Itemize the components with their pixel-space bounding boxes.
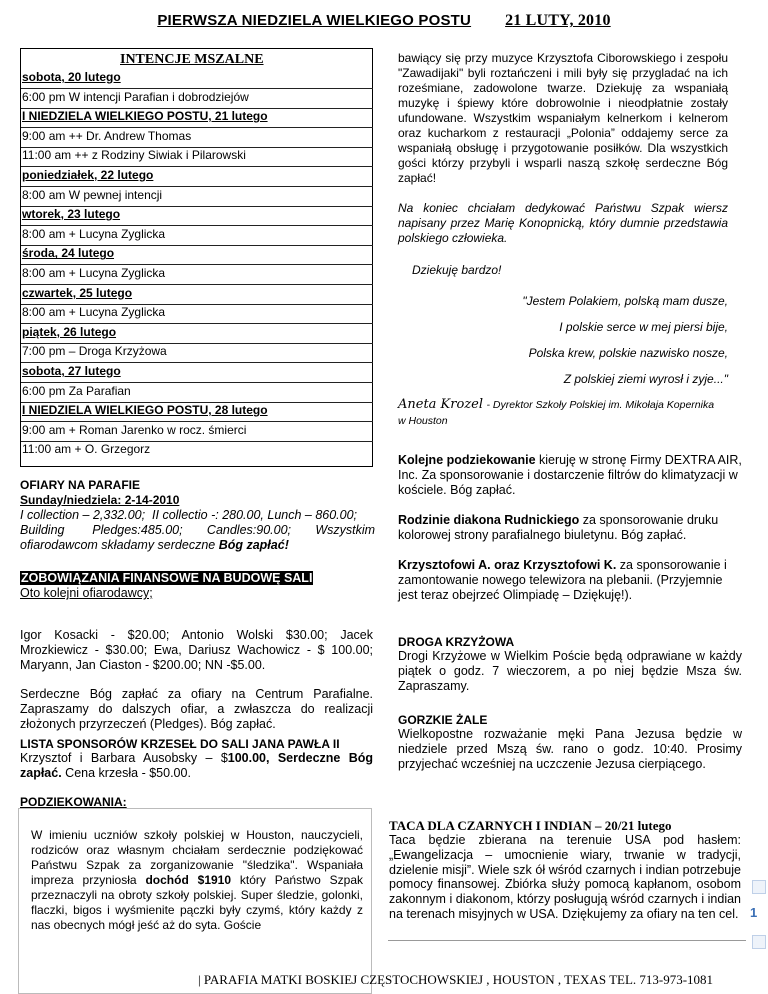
- signature-city: w Houston: [398, 415, 448, 427]
- poem-line-1: "Jestem Polakiem, polską mam dusze,: [522, 294, 728, 308]
- title-date: 21 LUTY, 2010: [505, 12, 611, 29]
- droga-text: Drogi Krzyżowe w Wielkim Poście będą odprawiane w każdy piątek o godz. 7 wieczorem, a po niej będzie Msza św. Zapraszamy.: [398, 649, 742, 693]
- corner-decoration: [752, 935, 766, 949]
- offerings-thanks: Bóg zapłać!: [218, 538, 289, 552]
- intentions-day: poniedziałek, 22 lutego: [22, 168, 154, 182]
- intentions-mass: 7:00 pm – Droga Krzyżowa: [22, 344, 167, 359]
- footer-text: | PARAFIA MATKI BOSKIEJ CZĘSTOCHOWSKIEJ , HOUSTON , TEXAS TEL. 713-973-1081: [198, 972, 714, 987]
- offerings-line-3: [20, 538, 373, 553]
- dextra-body: kieruję w stronę Firmy DEXTRA AIR, Inc. Za sponsorowanie i dostarczenie filtrów do klimatyzacji w kościele. Bóg zapłać.: [398, 453, 742, 497]
- ack-income: dochód $1910: [145, 873, 232, 887]
- intentions-mass: 8:00 am + Lucyna Zyglicka: [22, 226, 166, 241]
- signature-role: - Dyrektor Szkoły Polskiej im. Mikołaja Kopernika: [486, 399, 715, 411]
- taca-heading: TACA DLA CZARNYCH I INDIAN – 20/21 lutego: [389, 818, 672, 833]
- pledges-sub: Oto kolejni ofiarodawcy;: [20, 586, 153, 600]
- rudnicki-body: za sponsorowanie druku kolorowej strony parafialnego biuletynu. Bóg zapłać.: [398, 513, 719, 542]
- intentions-mass: 11:00 am + O. Grzegorz: [22, 442, 151, 457]
- intentions-day: piątek, 26 lutego: [22, 324, 117, 339]
- sponsors-price: Cena krzesła - $50.00.: [61, 766, 191, 780]
- signature: Aneta Krozel: [398, 397, 484, 412]
- ack-text-c: który Państwo Szpak przeznaczyli na obroty szkoły polskiej. Super śledzie, golonki, flaczki, bigos i wyśmienite pączki były czymś, który każdy z nas obecnych mógł jeść aż do syta. Goście: [31, 873, 364, 932]
- rudnicki-text: [398, 513, 742, 543]
- corner-decoration: [752, 880, 766, 894]
- intentions-mass: 8:00 am W pewnej intencji: [22, 187, 163, 202]
- footer-divider: [388, 940, 746, 941]
- dextra-heading: Kolejne podziekowanie: [398, 453, 536, 467]
- pledges-donors: Igor Kosacki - $20.00; Antonio Wolski $30.00; Jacek Mrozkiewicz - $30.00; Ewa, Dariusz Wachowicz - $ 100.00; Maryann, Jan Ciaston - $200.00; NN -$5.00.: [20, 628, 373, 672]
- title-text: PIERWSZA NIEDZIELA WIELKIEGO POSTU: [157, 12, 472, 29]
- sponsors-text: [20, 751, 373, 781]
- dextra-text: [398, 453, 742, 498]
- pledges-heading-wrap: [20, 571, 313, 586]
- poem-line-2: I polskie serce w mej piersi bije,: [559, 320, 728, 334]
- intentions-day: sobota, 27 lutego: [22, 364, 121, 378]
- intentions-mass: 9:00 am ++ Dr. Andrew Thomas: [22, 128, 192, 143]
- pledges-heading: ZOBOWIĄZANIA FINANSOWE NA BUDOWĘ SALI: [21, 571, 313, 585]
- dedication: Na koniec chciałam dedykować Państwu Szpak wiersz napisany przez Marię Konopnicką, który dumnie przedstawia polskiego człowieka.: [398, 201, 728, 245]
- ack-text-a: W imieniu uczniów szkoły polskiej w Houston, nauczycieli, rodziców oraz własnym chciałam serdecznie podziękować Państwu Szpak za zorganizowanie "śledzika". Wspaniała impreza przyniosła: [31, 828, 363, 887]
- offerings-line-3-text: ofiarodawcom składamy serdeczne: [20, 538, 219, 552]
- intentions-day: sobota, 20 lutego: [22, 70, 121, 84]
- tv-body: za sponsorowanie i zamontowanie nowego telewizora na plebanii. (Przyjemnie jest teraz obejrzeć Olimpiadę – Dziękuję!).: [398, 558, 727, 602]
- poem-line-3: Polska krew, polskie nazwisko nosze,: [528, 346, 728, 360]
- sponsors-name: Krzysztof i Barbara Ausobsky – $: [20, 751, 228, 765]
- poem-line-4: Z polskiej ziemi wyrosł i zyje...": [563, 372, 728, 386]
- intentions-heading: INTENCJE MSZALNE: [120, 52, 264, 67]
- page-number: 1: [750, 905, 758, 920]
- rudnicki-heading: Rodzinie diakona Rudnickiego: [398, 513, 580, 527]
- intentions-mass: 9:00 am + Roman Jarenko w rocz. śmierci: [22, 422, 247, 437]
- intentions-mass: 6:00 pm Za Parafian: [22, 383, 131, 398]
- intentions-day: I NIEDZIELA WIELKIEGO POSTU, 21 lutego: [22, 109, 268, 124]
- intentions-day: środa, 24 lutego: [22, 246, 115, 261]
- offerings-line-2: Building Pledges:485.00; Candles:90.00; Wszystkim: [20, 523, 376, 537]
- offerings-line-1: I collection – 2,332.00; II collectio -: 280.00, Lunch – 860.00;: [20, 508, 358, 522]
- page-title: [0, 12, 768, 30]
- droga-heading: DROGA KRZYŻOWA: [398, 635, 515, 649]
- sponsors-heading: LISTA SPONSORÓW KRZESEŁ DO SALI JANA PAWŁA II: [20, 737, 340, 751]
- acknowledgements-text: [31, 828, 363, 933]
- tv-text: [398, 558, 742, 603]
- offerings-heading: OFIARY NA PARAFIE: [20, 478, 141, 492]
- intentions-mass: 6:00 pm W intencji Parafian i dobrodziejów: [22, 89, 249, 104]
- taca-text: Taca będzie zbierana na terenuie USA pod hasłem: „Ewangelizacja – umocnienie wiary, trwanie w tradycji, dzielenie misji”. Wiele szk ół wśród czarnych i indian potrzebuje pomocy finansowej. Zbiórka służy pomocą kapłanom, osobom zakonnym i diakonom, którzy posługują wśród czarnych i indian na terenach misyjnych w USA. Dziękujemy za ofiary na ten cel.: [389, 833, 741, 921]
- ack-continuation: bawiący się przy muzyce Krzysztofa Ciborowskiego i zespołu "Zawadijaki" byli roztańczeni i mili były się przygladać na ich roześmiane, zadowolone twarze. Dziekuję za wspaniałą muzykę i śpiewy które dobrowolnie i nieodpłatnie zostały ufundowane. Wszystkim wspaniałym kelnerkom i kelnerom oraz kucharkom z restauracji „Polonia” oddajemy serce za wspaniałą obsługę i przygotowanie posiłków. Dla wszystkich gości którzy przybyli i wsparli naszą szkołę serdeczne Bóg zapłać!: [398, 51, 728, 185]
- intentions-day: I NIEDZIELA WIELKIEGO POSTU, 28 lutego: [22, 403, 268, 418]
- intentions-mass: 8:00 am + Lucyna Zyglicka: [22, 305, 166, 320]
- intentions-mass: 11:00 am ++ z Rodziny Siwiak i Pilarowski: [22, 148, 246, 163]
- acknowledgements-heading: PODZIEKOWANIA:: [20, 795, 127, 809]
- intentions-mass: 8:00 am + Lucyna Zyglicka: [22, 266, 166, 280]
- thank-you: Dziekuję bardzo!: [412, 263, 502, 277]
- offerings-date: Sunday/niedziela: 2-14-2010: [20, 493, 180, 507]
- pledges-thanks: Serdeczne Bóg zapłać za ofiary na Centrum Parafialne. Zapraszamy do dalszych ofiar, a zwłaszcza do realizacji złożonych przyrzeczeń (Pledges). Bóg zapłać.: [20, 687, 373, 731]
- gorzkie-text: Wielkopostne rozważanie męki Pana Jezusa będzie w niedziele przed Mszą św. rano o godz. 10:40. Prosimy przyjechać wcześniej na uczczenie Jezusa cierpiącego.: [398, 727, 742, 771]
- intentions-day: czwartek, 25 lutego: [22, 285, 133, 300]
- intentions-day: wtorek, 23 lutego: [22, 207, 121, 222]
- sponsors-amount: 100.00, Serdeczne Bóg zapłać.: [20, 751, 374, 780]
- signature-line: [398, 397, 714, 413]
- tv-heading: Krzysztofowi A. oraz Krzysztofowi K.: [398, 558, 617, 572]
- gorzkie-heading: GORZKIE ŻALE: [398, 713, 488, 727]
